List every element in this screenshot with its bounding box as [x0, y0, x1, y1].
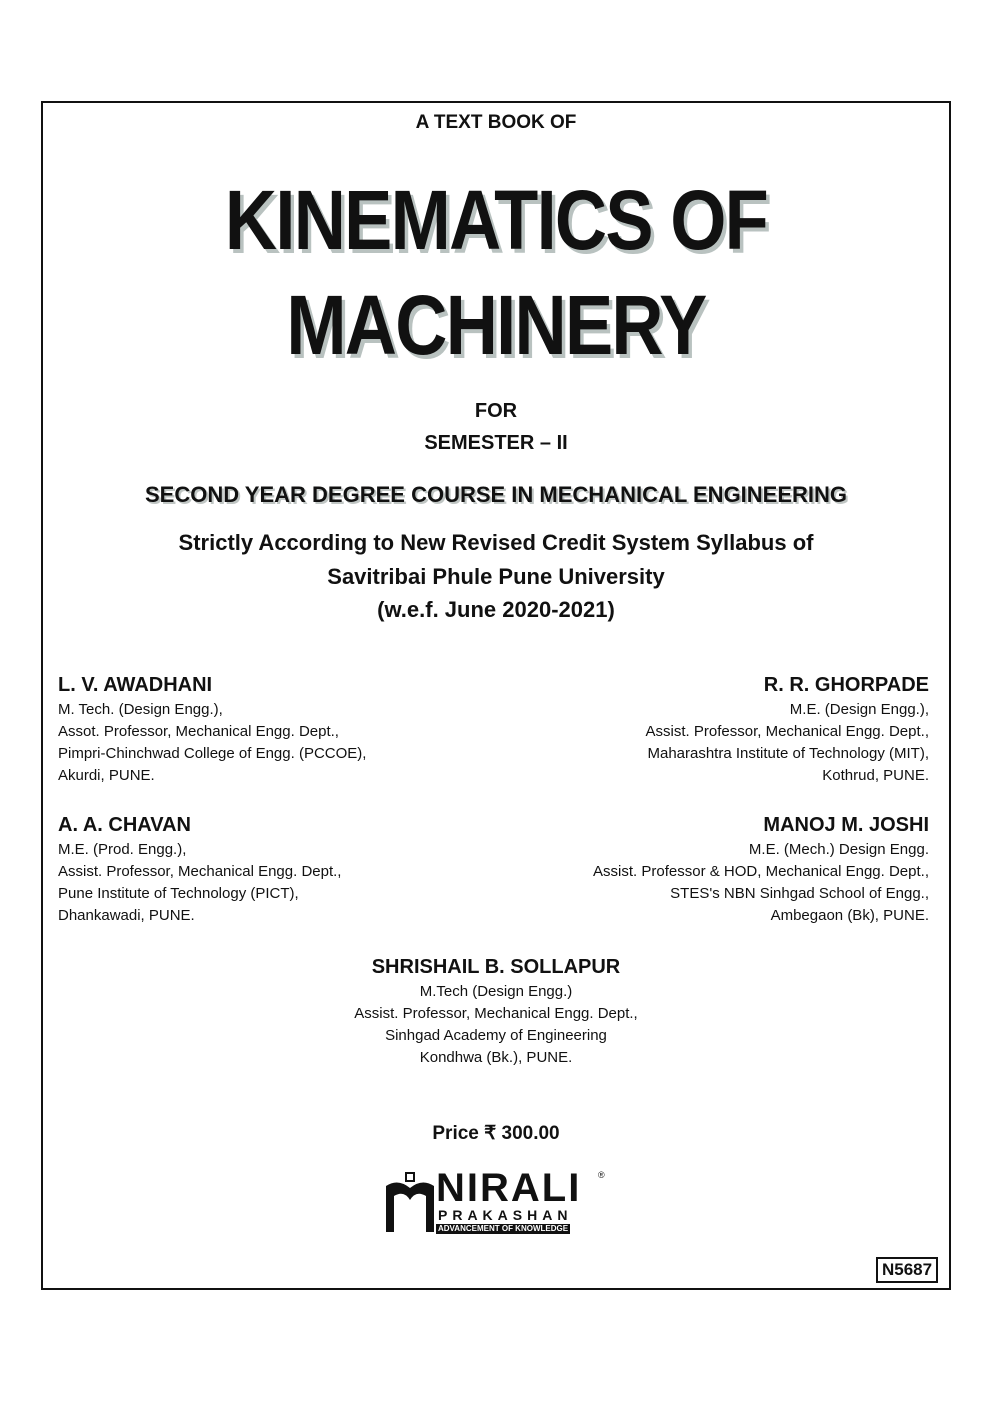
title-line-2: MACHINERY: [286, 278, 706, 372]
for-label: FOR: [474, 400, 518, 422]
author-detail: Assist. Professor & HOD, Mechanical Engg. Dept.,: [593, 863, 929, 880]
author-detail: Assist. Professor, Mechanical Engg. Dept.,: [354, 1005, 638, 1022]
author-detail: Ambegaon (Bk), PUNE.: [770, 907, 929, 924]
author-detail: Akurdi, PUNE.: [58, 767, 155, 784]
title-line-1: KINEMATICS OF: [224, 173, 768, 267]
price: Price ₹ 300.00: [432, 1123, 560, 1144]
author-ghorpade: [646, 671, 929, 787]
author-detail: Kothrud, PUNE.: [822, 767, 929, 784]
course-line: SECOND YEAR DEGREE COURSE IN MECHANICAL ENGINEERING: [144, 482, 848, 507]
author-detail: M.E. (Design Engg.),: [789, 701, 929, 718]
author-detail: Sinhgad Academy of Engineering: [385, 1027, 607, 1044]
author-detail: Dhankawadi, PUNE.: [58, 907, 195, 924]
author-name: MANOJ M. JOSHI: [763, 814, 929, 836]
author-name: SHRISHAIL B. SOLLAPUR: [371, 956, 621, 978]
author-detail: Pune Institute of Technology (PICT),: [58, 885, 299, 902]
author-detail: Assot. Professor, Mechanical Engg. Dept.,: [58, 723, 339, 740]
registered-icon: ®: [598, 1170, 605, 1180]
book-emblem-icon: [384, 1170, 436, 1234]
publisher-name: NIRALI: [436, 1166, 582, 1210]
author-detail: Assist. Professor, Mechanical Engg. Dept.,: [645, 723, 929, 740]
publisher-sub: PRAKASHAN: [438, 1207, 573, 1223]
author-name: L. V. AWADHANI: [58, 674, 213, 696]
syllabus-line-2: Savitribai Phule Pune University: [327, 564, 665, 589]
book-code: N5687: [876, 1257, 938, 1283]
semester: SEMESTER – II: [424, 432, 568, 454]
author-detail: STES's NBN Sinhgad School of Engg.,: [670, 885, 929, 902]
author-detail: M.Tech (Design Engg.): [419, 983, 573, 1000]
author-detail: M. Tech. (Design Engg.),: [58, 701, 223, 718]
author-awadhani: [58, 671, 366, 787]
author-name: A. A. CHAVAN: [58, 814, 191, 836]
author-detail: M.E. (Mech.) Design Engg.: [748, 841, 929, 858]
author-chavan: [58, 811, 341, 927]
author-joshi: [593, 811, 929, 927]
kicker: A TEXT BOOK OF: [415, 112, 577, 133]
syllabus-line-1: Strictly According to New Revised Credit System Syllabus of: [178, 530, 814, 555]
publisher-logo: [384, 1166, 606, 1236]
author-detail: Assist. Professor, Mechanical Engg. Dept.,: [58, 863, 342, 880]
author-detail: M.E. (Prod. Engg.),: [58, 841, 187, 858]
author-sollapur: [0, 953, 992, 1069]
wef: (w.e.f. June 2020-2021): [377, 597, 615, 622]
author-name: R. R. GHORPADE: [763, 674, 929, 696]
author-detail: Kondhwa (Bk.), PUNE.: [419, 1049, 573, 1066]
author-detail: Pimpri-Chinchwad College of Engg. (PCCOE),: [58, 745, 367, 762]
author-detail: Maharashtra Institute of Technology (MIT),: [647, 745, 929, 762]
publisher-tagline: ADVANCEMENT OF KNOWLEDGE: [438, 1224, 569, 1233]
